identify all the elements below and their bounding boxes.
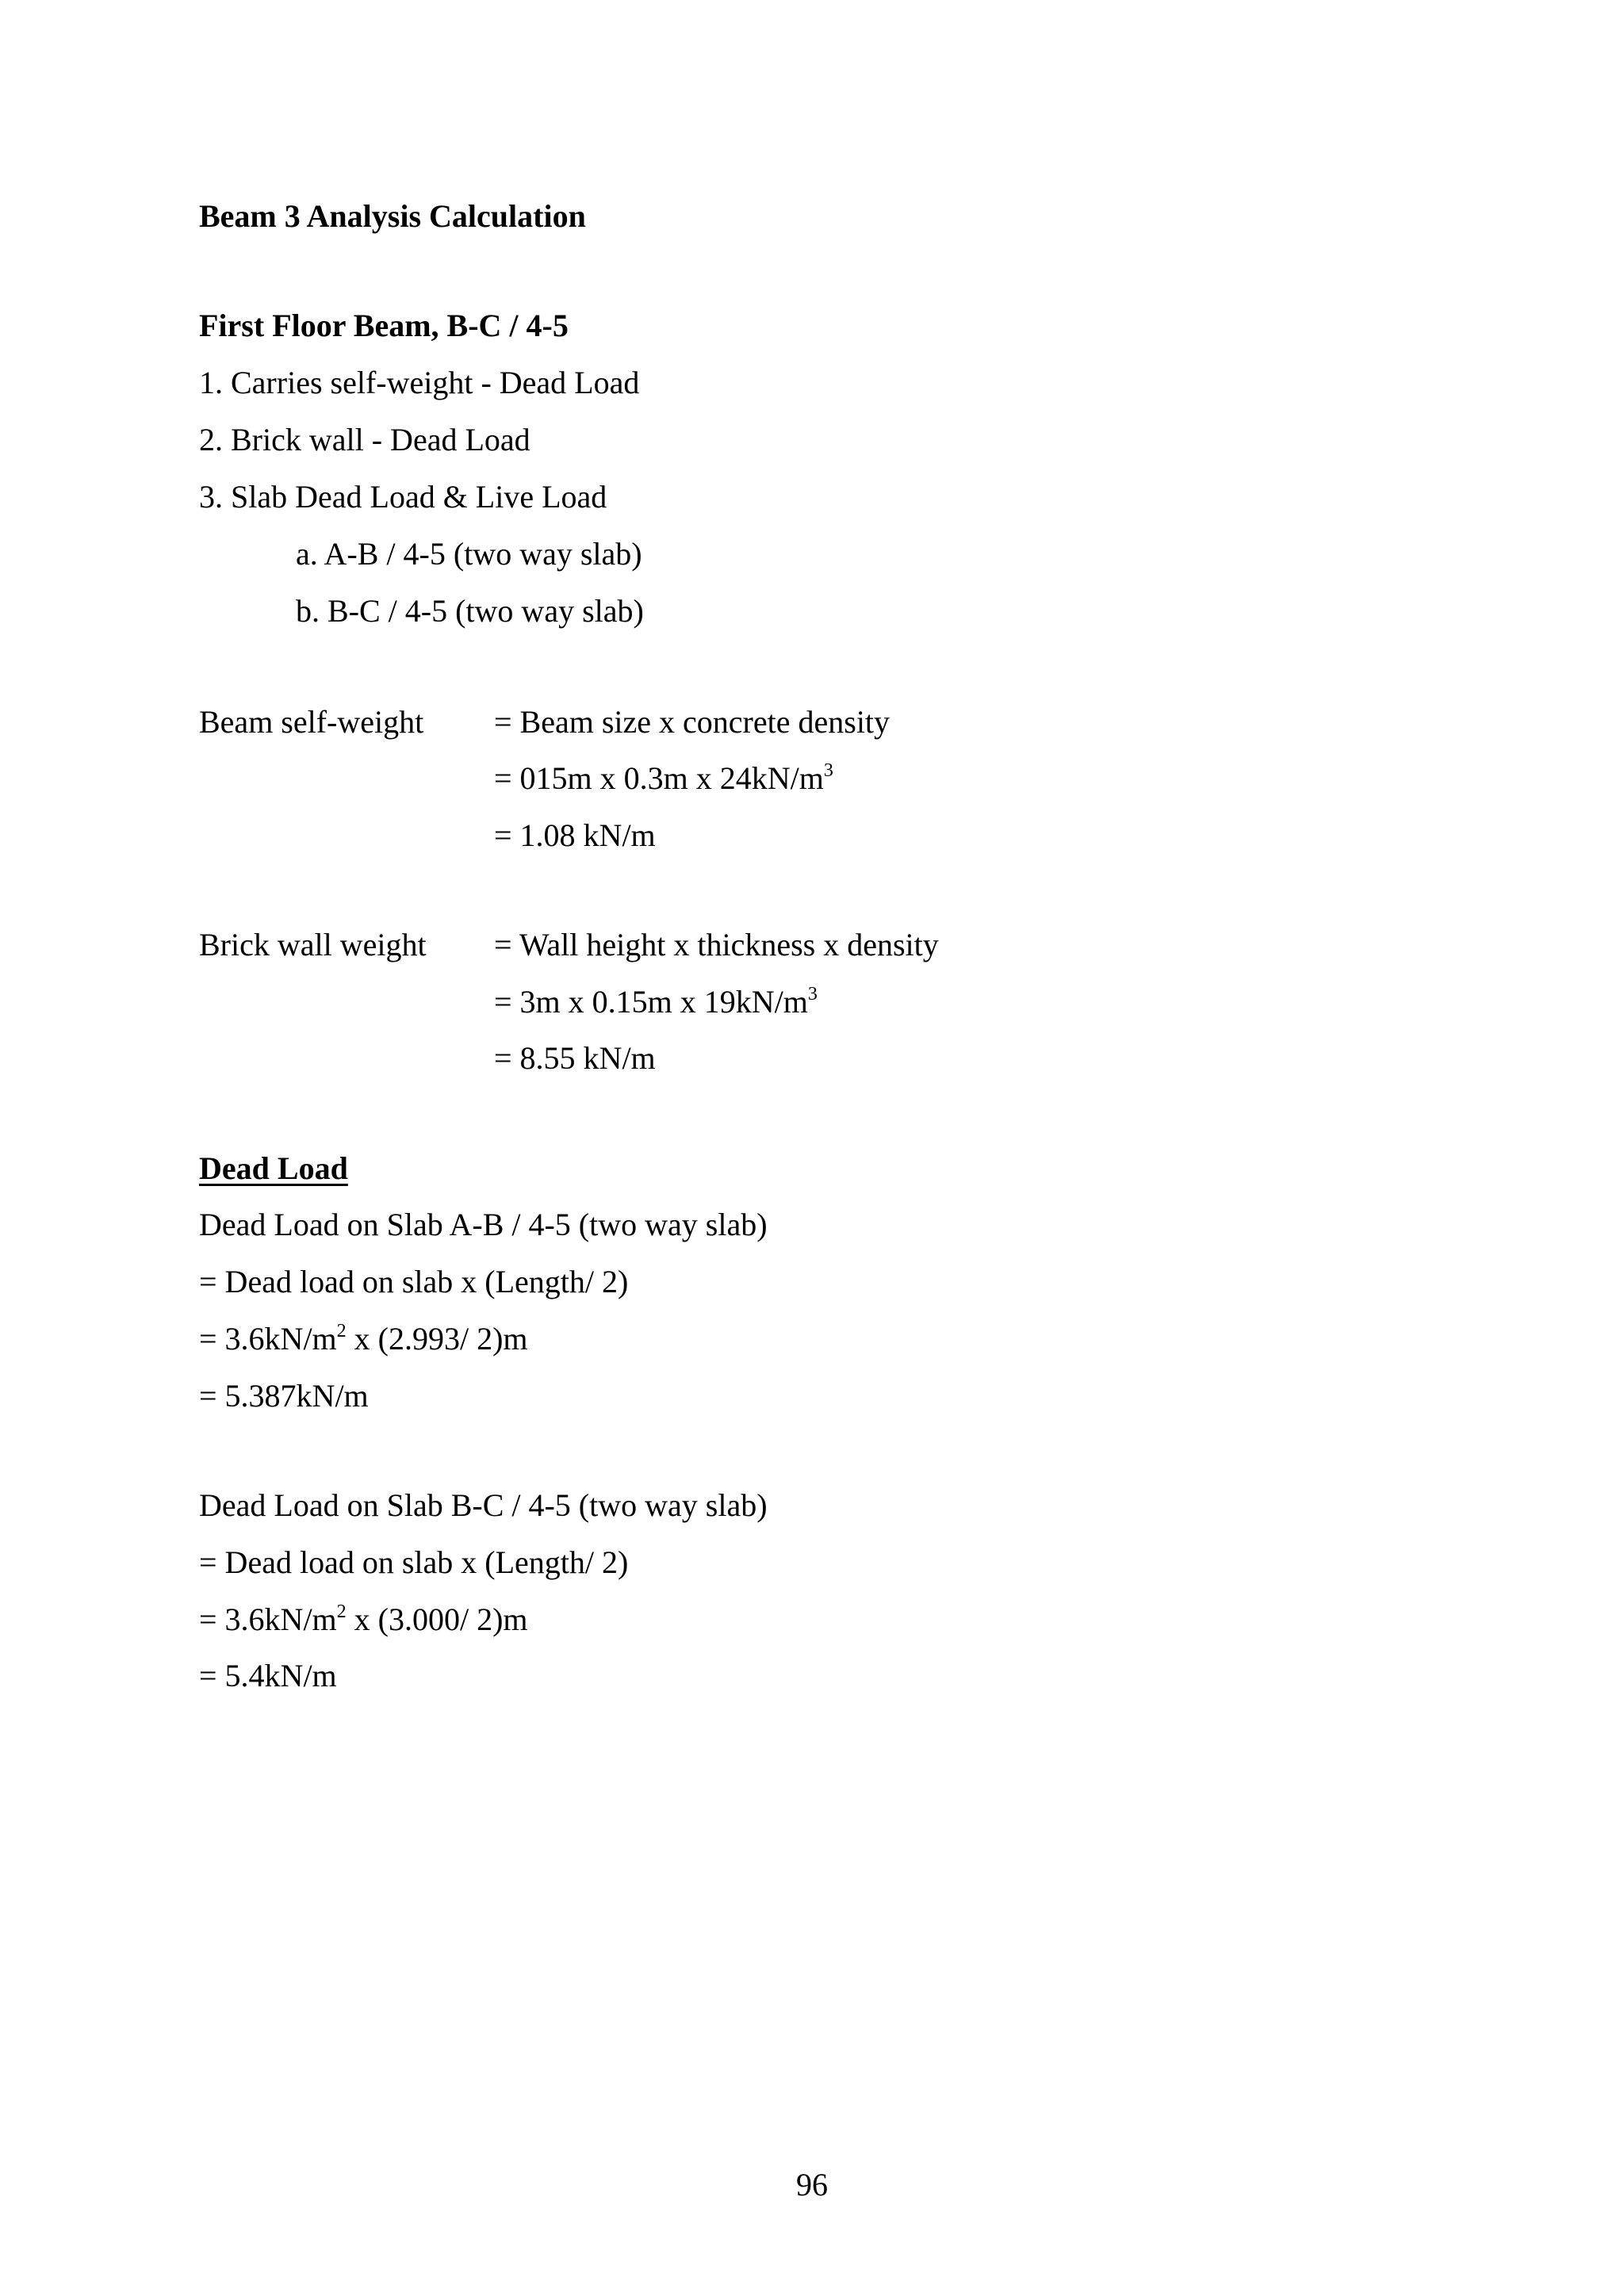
slab-bc-calc: = $3.6kN/m^2$ x (3.000/ 2)m xyxy=(199,1601,528,1637)
slab-ab-calc: = $3.6kN/m^2$ x (2.993/ 2)m xyxy=(199,1321,528,1357)
self-weight-line: = Beam size x concrete density xyxy=(494,704,891,740)
list-item: 1. Carries self-weight - Dead Load xyxy=(199,365,640,400)
slab-ab-heading: Dead Load on Slab A-B / 4-5 (two way slab) xyxy=(199,1207,768,1242)
beam-heading: First Floor Beam, B-C / 4-5 xyxy=(199,308,569,343)
brick-wall-line: = Wall height x thickness x density xyxy=(494,927,939,962)
list-item: 2. Brick wall - Dead Load xyxy=(199,422,530,457)
slab-ab-formula: = Dead load on slab x (Length/ 2) xyxy=(199,1264,629,1299)
page-number: 96 xyxy=(796,2167,828,2202)
self-weight-line: = 015m x 0.3m x $24kN/m^3$ xyxy=(494,760,833,796)
brick-wall-line: = 8.55 kN/m xyxy=(494,1040,656,1076)
brick-wall-line: = 3m x 0.15m x $19kN/m^3$ xyxy=(494,984,818,1020)
list-item: 3. Slab Dead Load & Live Load xyxy=(199,479,607,515)
dead-load-heading: Dead Load xyxy=(199,1150,348,1186)
sub-list-item: a. A-B / 4-5 (two way slab) xyxy=(296,536,642,572)
page-title: Beam 3 Analysis Calculation xyxy=(199,198,586,234)
slab-bc-formula: = Dead load on slab x (Length/ 2) xyxy=(199,1544,629,1580)
sub-list-item: b. B-C / 4-5 (two way slab) xyxy=(296,593,644,629)
slab-bc-result: = 5.4kN/m xyxy=(199,1658,337,1693)
slab-bc-heading: Dead Load on Slab B-C / 4-5 (two way slab) xyxy=(199,1487,768,1523)
slab-ab-result: = 5.387kN/m xyxy=(199,1378,369,1414)
brick-wall-label: Brick wall weight xyxy=(199,927,427,962)
self-weight-label: Beam self-weight xyxy=(199,704,424,740)
self-weight-line: = 1.08 kN/m xyxy=(494,817,656,853)
